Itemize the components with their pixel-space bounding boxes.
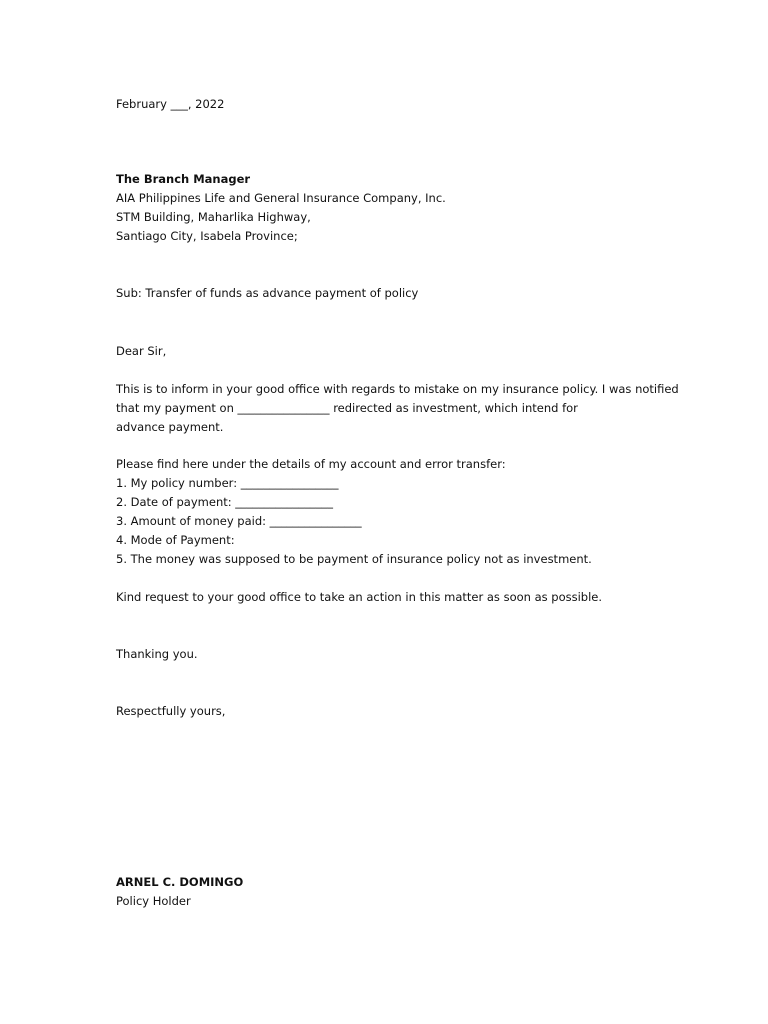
detail-item-mode-of-payment: 4. Mode of Payment: bbox=[116, 533, 235, 547]
detail-item-policy-number: 1. My policy number: _________________ bbox=[116, 476, 339, 490]
details-intro: Please find here under the details of my account and error transfer: bbox=[116, 457, 506, 471]
detail-item-amount-paid: 3. Amount of money paid: ________________ bbox=[116, 514, 362, 528]
body-paragraph1-line2: that my payment on ________________ redirected as investment, which intend for bbox=[116, 401, 578, 415]
detail-item-date-of-payment: 2. Date of payment: _________________ bbox=[116, 495, 334, 509]
letter-thanks: Thanking you. bbox=[116, 647, 198, 661]
letter-closing: Respectfully yours, bbox=[116, 704, 226, 718]
body-paragraph1-line1: This is to inform in your good office with regards to mistake on my insurance policy. I was notified bbox=[116, 382, 679, 396]
recipient-company: AIA Philippines Life and General Insurance Company, Inc. bbox=[116, 191, 446, 205]
signer-title: Policy Holder bbox=[116, 894, 191, 908]
recipient-title: The Branch Manager bbox=[116, 172, 251, 186]
letter-subject: Sub: Transfer of funds as advance payment of policy bbox=[116, 286, 419, 300]
recipient-address-line2: Santiago City, Isabela Province; bbox=[116, 229, 298, 243]
letter-date: February ___, 2022 bbox=[116, 97, 225, 111]
letter-salutation: Dear Sir, bbox=[116, 344, 167, 358]
body-paragraph1-line3: advance payment. bbox=[116, 420, 224, 434]
signer-name: ARNEL C. DOMINGO bbox=[116, 875, 244, 889]
detail-item-purpose: 5. The money was supposed to be payment of insurance policy not as investment. bbox=[116, 552, 592, 566]
letter-request: Kind request to your good office to take an action in this matter as soon as possible. bbox=[116, 590, 603, 604]
recipient-address-line1: STM Building, Maharlika Highway, bbox=[116, 210, 311, 224]
